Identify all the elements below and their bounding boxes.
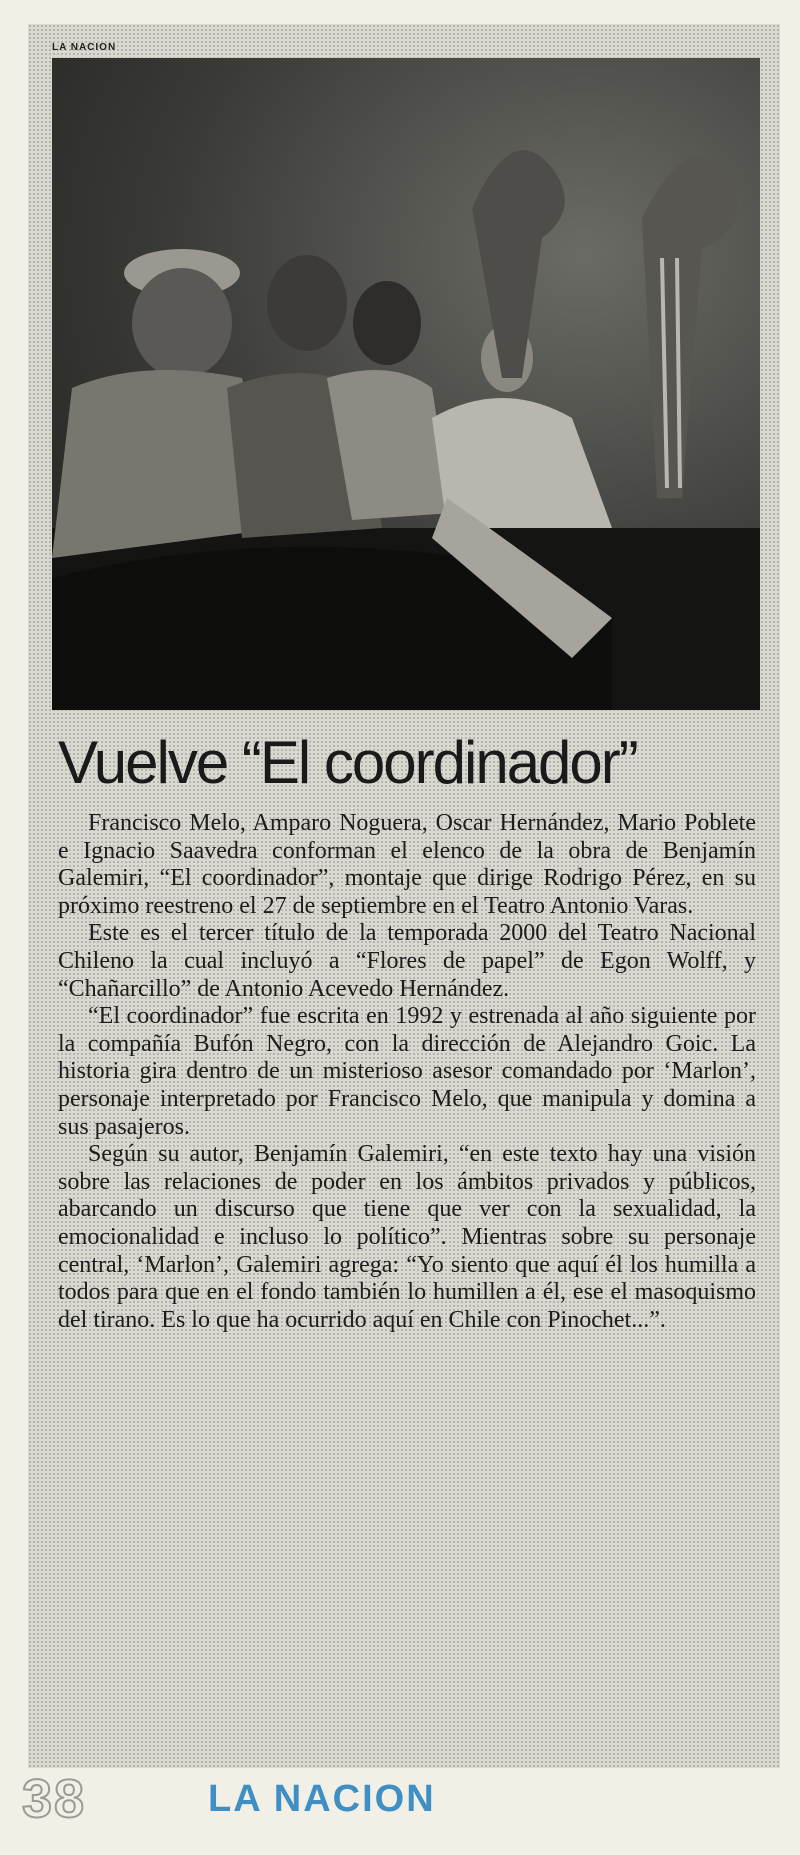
stage-photo-scene: [52, 58, 760, 710]
article-paragraph: Este es el tercer título de la temporada 2000 del Teatro Nacional Chileno la cual incluyó a “Flores de papel” de Egon Wolff, y “Chañarcillo” de Antonio Acevedo Hernández.: [58, 920, 756, 1002]
article-paragraph: Según su autor, Benjamín Galemiri, “en este texto hay una visión sobre las relaciones de poder en los ámbitos privados y públicos, abarcando un discurso que tiene que ver con la sexualidad, la emocionalidad e incluso lo político”. Mientras sobre su personaje central, ‘Marlon’, Galemiri agrega: “Yo siento que aquí él los humilla a todos para que en el fondo también lo humillen a él, ese el masoquismo del tirano. Es lo que ha ocurrido aquí en Chile con Pinochet...”.: [58, 1141, 756, 1333]
page-number: 38: [22, 1769, 87, 1829]
stage-photo: [52, 58, 760, 710]
article-paragraph: “El coordinador” fue escrita en 1992 y estrenada al año siguiente por la compañía Bufón Negro, con la dirección de Alejandro Goic. La historia gira dentro de un misterioso asesor comandado por ‘Marlon’, personaje interpretado por Francisco Melo, que manipula y domina a sus pasajeros.: [58, 1003, 756, 1140]
article-paragraph: Francisco Melo, Amparo Noguera, Oscar Hernández, Mario Poblete e Ignacio Saavedra conforman el elenco de la obra de Benjamín Galemiri, “El coordinador”, montaje que dirige Rodrigo Pérez, en su próximo reestreno el 27 de septiembre en el Teatro Antonio Varas.: [58, 810, 756, 919]
publication-name: LA NACION: [208, 1778, 436, 1820]
article-headline: Vuelve “El coordinador”: [58, 729, 637, 796]
article-body: [58, 810, 756, 1334]
source-tag: LA NACION: [52, 42, 117, 53]
